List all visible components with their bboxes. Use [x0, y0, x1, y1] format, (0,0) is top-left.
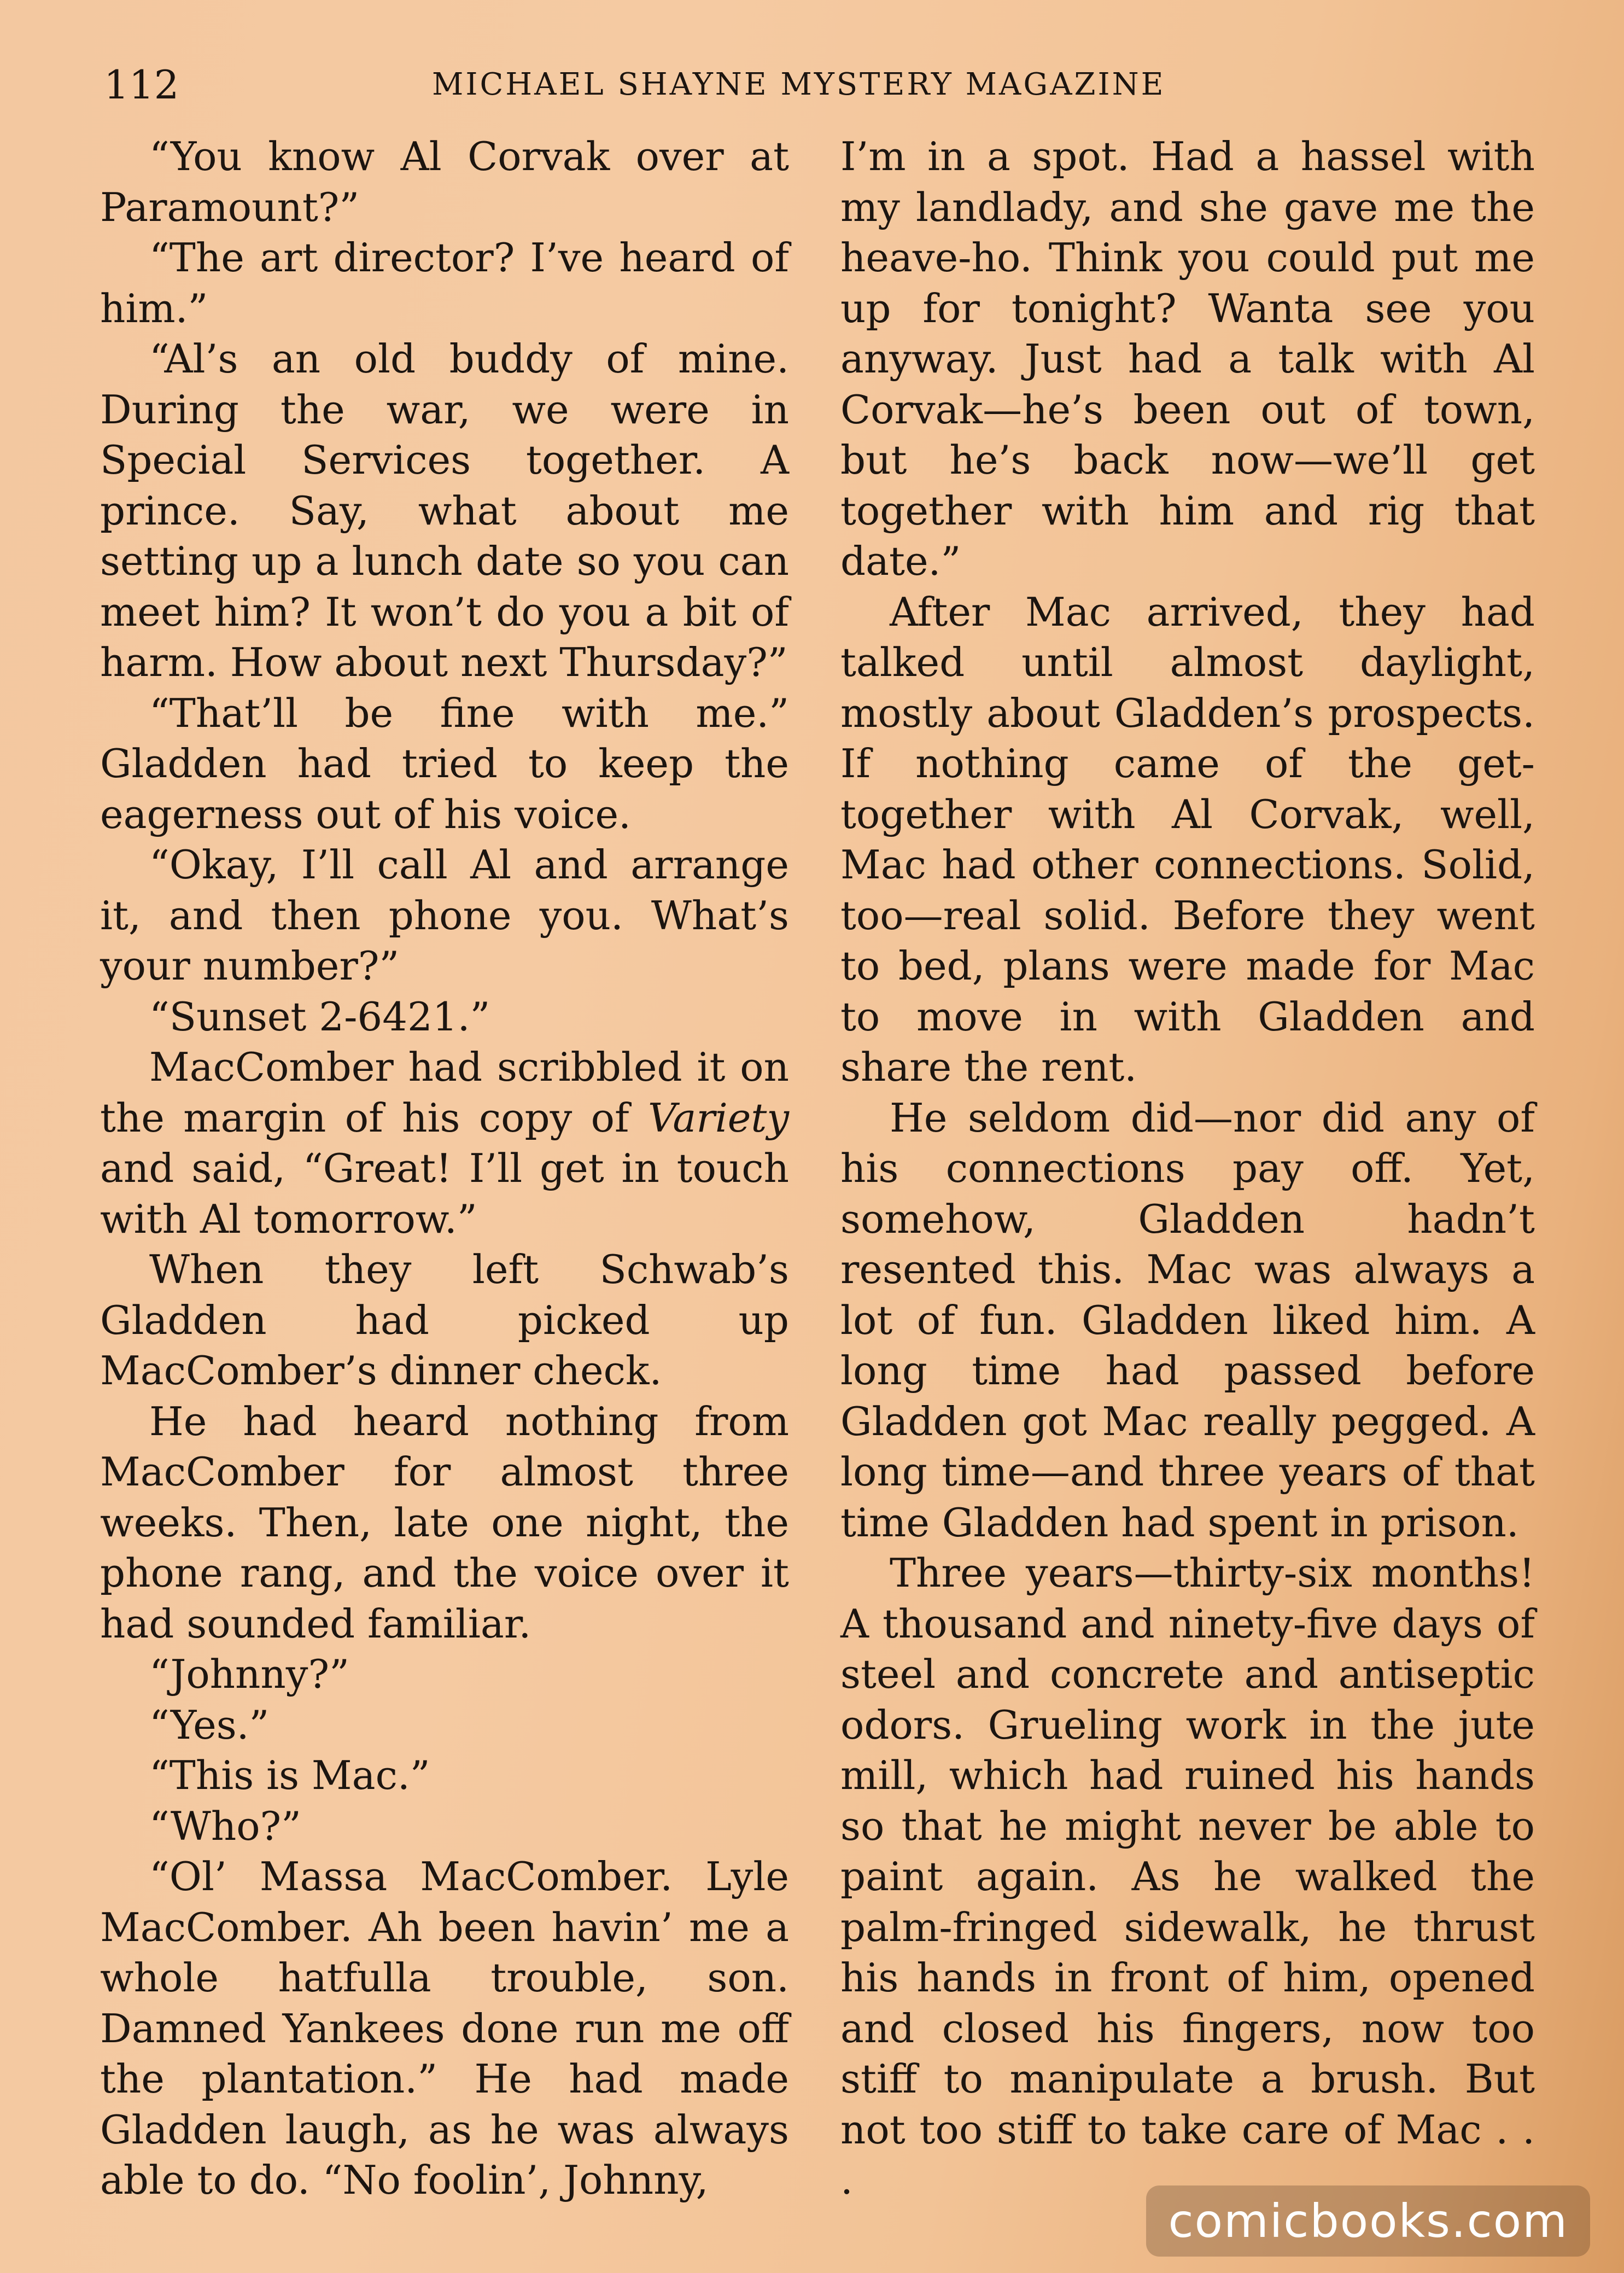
paragraph: “Who?” — [149, 1803, 301, 1849]
paragraph: MacComber had scribbled it on the margin of his copy of Variety and said, “Great! I’ll get in touch with Al tomorrow.” — [100, 1044, 789, 1242]
paragraph: “Yes.” — [149, 1701, 270, 1748]
right-text-column — [840, 131, 1535, 2206]
paragraph: “Johnny?” — [149, 1651, 349, 1697]
paragraph: “Sunset 2-6421.” — [149, 993, 490, 1040]
running-title: MICHAEL SHAYNE MYSTERY MAGAZINE — [432, 67, 1166, 102]
paragraph: He seldom did—nor did any of his connections pay off. Yet, somehow, Gladden hadn’t resented this. Mac was always a lot of fun. Gladden liked him. A long time had passed before Gladden got Mac really pegged. A long time—and three years of that time Gladden had spent in prison. — [840, 1094, 1535, 1546]
paragraph: “That’ll be fine with me.” Gladden had tried to keep the eagerness out of his voice. — [100, 690, 789, 837]
paragraph: “The art director? I’ve heard of him.” — [100, 235, 789, 331]
paragraph: “Al’s an old buddy of mine. During the war, we were in Special Services together. A prince. Say, what about me setting up a lunch date so you can meet him? It won’t do you a bit of harm. How about next Thursday?” — [100, 336, 789, 685]
page-number: 112 — [104, 62, 179, 108]
paragraph: He had heard nothing from MacComber for almost three weeks. Then, late one night, the phone rang, and the voice over it had sounded familiar. — [100, 1398, 789, 1647]
watermark-logo: comicbooks.com — [1146, 2185, 1590, 2257]
paragraph: I’m in a spot. Had a hassel with my landlady, and she gave me the heave-ho. Think you could put me up for tonight? Wanta see you anyway. Just had a talk with Al Corvak—he’s been out of town, but he’s back now—we’ll get together with him and rig that date.” — [840, 133, 1535, 584]
left-text-column — [100, 131, 789, 2206]
paragraph: When they left Schwab’s Gladden had picked up MacComber’s dinner check. — [100, 1246, 789, 1394]
paragraph: “Ol’ Massa MacComber. Lyle MacComber. Ah been havin’ me a whole hatfulla trouble, son. Damned Yankees done run me off the plantation.” He had made Gladden laugh, as he was always able to do. “No foolin’, Johnny, — [100, 1854, 789, 2203]
paragraph: After Mac arrived, they had talked until almost daylight, mostly about Gladden’s prospects. If nothing came of the get-together with Al Corvak, well, Mac had other connections. Solid, too—real solid. Before they went to bed, plans were made for Mac to move in with Gladden and share the rent. — [840, 588, 1535, 1090]
paragraph: “This is Mac.” — [149, 1752, 430, 1798]
italic-title: Variety — [648, 1094, 789, 1141]
paragraph: “Okay, I’ll call Al and arrange it, and then phone you. What’s your number?” — [100, 842, 789, 989]
page-header — [104, 60, 1214, 109]
paragraph: “You know Al Corvak over at Paramount?” — [100, 133, 789, 230]
paragraph: Three years—thirty-six months! A thousand and ninety-five days of steel and concrete and antiseptic odors. Grueling work in the jute mill, which had ruined his hands so that he might never be able to paint again. As he walked the palm-fringed sidewalk, he thrust his hands in front of him, opened and closed his fingers, now too stiff to manipulate a brush. But not too stiff to take care of Mac . . . — [840, 1550, 1535, 2203]
